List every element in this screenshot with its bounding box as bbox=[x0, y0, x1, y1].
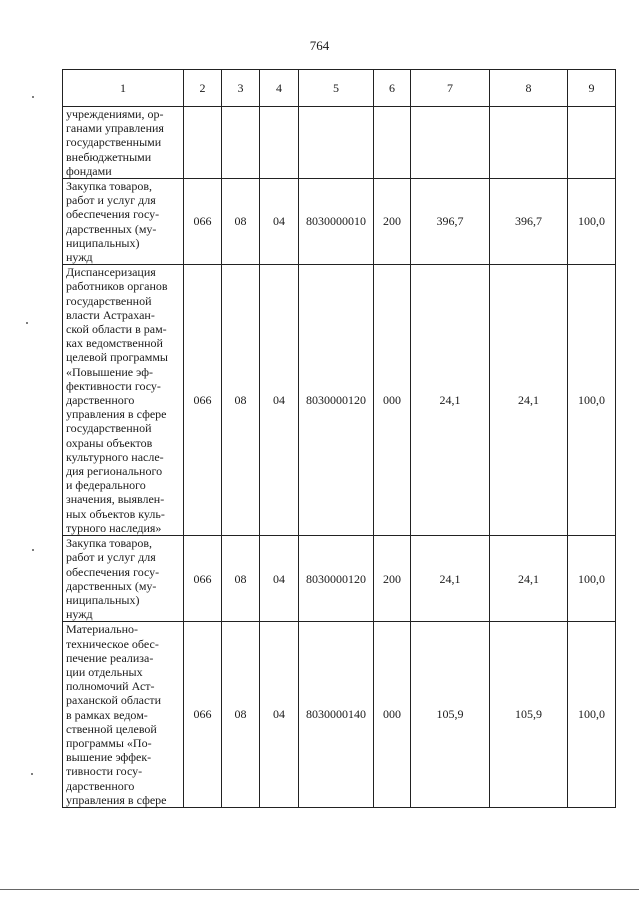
row-description bbox=[63, 107, 184, 179]
scan-speck bbox=[26, 322, 28, 324]
cell-expense-type: 200 bbox=[374, 536, 411, 622]
table-row bbox=[63, 536, 616, 622]
header-cell: 7 bbox=[411, 70, 490, 107]
desc-line: Закупка товаров, bbox=[66, 179, 152, 194]
cell-subsection bbox=[260, 107, 299, 179]
table-row bbox=[63, 622, 616, 808]
desc-line: значения, выявлен- bbox=[66, 492, 165, 507]
cell-ministry: 066 bbox=[184, 622, 222, 808]
desc-line: нужд bbox=[66, 250, 93, 265]
cell-section: 08 bbox=[222, 179, 260, 265]
desc-line: дарственных (му- bbox=[66, 221, 157, 236]
cell-target-article: 8030000120 bbox=[299, 536, 374, 622]
desc-line: тивности госу- bbox=[66, 764, 143, 779]
scan-speck bbox=[31, 773, 33, 775]
desc-line: в рамках ведом- bbox=[66, 707, 148, 722]
table-row bbox=[63, 107, 616, 179]
desc-line: ниципальных) bbox=[66, 592, 140, 607]
desc-line: Материально- bbox=[66, 622, 138, 637]
desc-line: фективности госу- bbox=[66, 378, 161, 393]
desc-line: ской области в рам- bbox=[66, 322, 167, 337]
cell-expense-type: 000 bbox=[374, 265, 411, 536]
cell-section: 08 bbox=[222, 265, 260, 536]
desc-line: турного наследия» bbox=[66, 520, 162, 535]
desc-line: управления в сфере bbox=[66, 792, 167, 807]
desc-line: государственными bbox=[66, 135, 162, 150]
desc-line: «Повышение эф- bbox=[66, 364, 153, 379]
row-description bbox=[63, 265, 184, 536]
desc-line: работ и услуг для bbox=[66, 193, 156, 208]
header-cell: 4 bbox=[260, 70, 299, 107]
cell-ministry: 066 bbox=[184, 179, 222, 265]
desc-line: ниципальных) bbox=[66, 235, 140, 250]
scan-speck bbox=[32, 549, 34, 551]
cell-expense-type: 000 bbox=[374, 622, 411, 808]
desc-line: дарственного bbox=[66, 778, 135, 793]
cell-subsection: 04 bbox=[260, 536, 299, 622]
cell-planned: 396,7 bbox=[411, 179, 490, 265]
desc-line: управления в сфере bbox=[66, 407, 167, 422]
desc-line: ственной целевой bbox=[66, 721, 157, 736]
cell-planned: 105,9 bbox=[411, 622, 490, 808]
cell-target-article bbox=[299, 107, 374, 179]
desc-line: дарственного bbox=[66, 393, 135, 408]
cell-section bbox=[222, 107, 260, 179]
cell-subsection: 04 bbox=[260, 179, 299, 265]
cell-ministry: 066 bbox=[184, 265, 222, 536]
page-bottom-rule bbox=[0, 889, 639, 890]
header-cell: 8 bbox=[490, 70, 568, 107]
desc-line: нужд bbox=[66, 607, 93, 622]
desc-line: целевой программы bbox=[66, 350, 168, 365]
header-cell: 6 bbox=[374, 70, 411, 107]
desc-line: ках ведомственной bbox=[66, 336, 163, 351]
desc-line: работников органов bbox=[66, 279, 168, 294]
header-cell: 2 bbox=[184, 70, 222, 107]
cell-ministry bbox=[184, 107, 222, 179]
cell-expense-type bbox=[374, 107, 411, 179]
cell-section: 08 bbox=[222, 622, 260, 808]
cell-target-article: 8030000140 bbox=[299, 622, 374, 808]
desc-line: печение реализа- bbox=[66, 650, 154, 665]
desc-line: раханской области bbox=[66, 693, 161, 708]
cell-executed: 24,1 bbox=[490, 265, 568, 536]
cell-target-article: 8030000120 bbox=[299, 265, 374, 536]
desc-line: власти Астрахан- bbox=[66, 307, 155, 322]
table-row bbox=[63, 179, 616, 265]
desc-line: программы «По- bbox=[66, 735, 152, 750]
cell-executed: 105,9 bbox=[490, 622, 568, 808]
desc-line: ных объектов куль- bbox=[66, 506, 165, 521]
desc-line: государственной bbox=[66, 293, 152, 308]
cell-executed: 24,1 bbox=[490, 536, 568, 622]
row-description bbox=[63, 179, 184, 265]
cell-expense-type: 200 bbox=[374, 179, 411, 265]
desc-line: полномочий Аст- bbox=[66, 679, 155, 694]
desc-line: техническое обес- bbox=[66, 636, 159, 651]
desc-line: государственной bbox=[66, 421, 152, 436]
table-header-row bbox=[63, 70, 616, 107]
cell-executed bbox=[490, 107, 568, 179]
desc-line: внебюджетными bbox=[66, 149, 152, 164]
desc-line: фондами bbox=[66, 163, 112, 178]
desc-line: обеспечения госу- bbox=[66, 564, 160, 579]
desc-line: работ и услуг для bbox=[66, 550, 156, 565]
cell-planned: 24,1 bbox=[411, 536, 490, 622]
desc-line: Закупка товаров, bbox=[66, 536, 152, 551]
desc-line: учреждениями, ор- bbox=[66, 107, 164, 121]
cell-percent: 100,0 bbox=[568, 536, 616, 622]
desc-line: дарственных (му- bbox=[66, 578, 157, 593]
desc-line: обеспечения госу- bbox=[66, 207, 160, 222]
page-number: 764 bbox=[309, 38, 330, 53]
row-description bbox=[63, 536, 184, 622]
cell-subsection: 04 bbox=[260, 622, 299, 808]
cell-percent: 100,0 bbox=[568, 265, 616, 536]
budget-table bbox=[62, 69, 616, 808]
cell-percent: 100,0 bbox=[568, 179, 616, 265]
cell-target-article: 8030000010 bbox=[299, 179, 374, 265]
header-cell: 5 bbox=[299, 70, 374, 107]
header-cell: 3 bbox=[222, 70, 260, 107]
header-cell: 1 bbox=[63, 70, 184, 107]
desc-line: культурного насле- bbox=[66, 449, 164, 464]
scan-speck bbox=[32, 96, 34, 98]
table-row bbox=[63, 265, 616, 536]
desc-line: охраны объектов bbox=[66, 435, 153, 450]
cell-planned: 24,1 bbox=[411, 265, 490, 536]
desc-line: Диспансеризация bbox=[66, 265, 156, 280]
cell-percent: 100,0 bbox=[568, 622, 616, 808]
cell-planned bbox=[411, 107, 490, 179]
desc-line: и федерального bbox=[66, 478, 146, 493]
desc-line: ганами управления bbox=[66, 121, 164, 136]
cell-section: 08 bbox=[222, 536, 260, 622]
desc-line: ции отдельных bbox=[66, 664, 143, 679]
row-description bbox=[63, 622, 184, 808]
header-cell: 9 bbox=[568, 70, 616, 107]
cell-percent bbox=[568, 107, 616, 179]
cell-executed: 396,7 bbox=[490, 179, 568, 265]
desc-line: дия регионального bbox=[66, 464, 163, 479]
cell-subsection: 04 bbox=[260, 265, 299, 536]
desc-line: вышение эффек- bbox=[66, 750, 152, 765]
cell-ministry: 066 bbox=[184, 536, 222, 622]
